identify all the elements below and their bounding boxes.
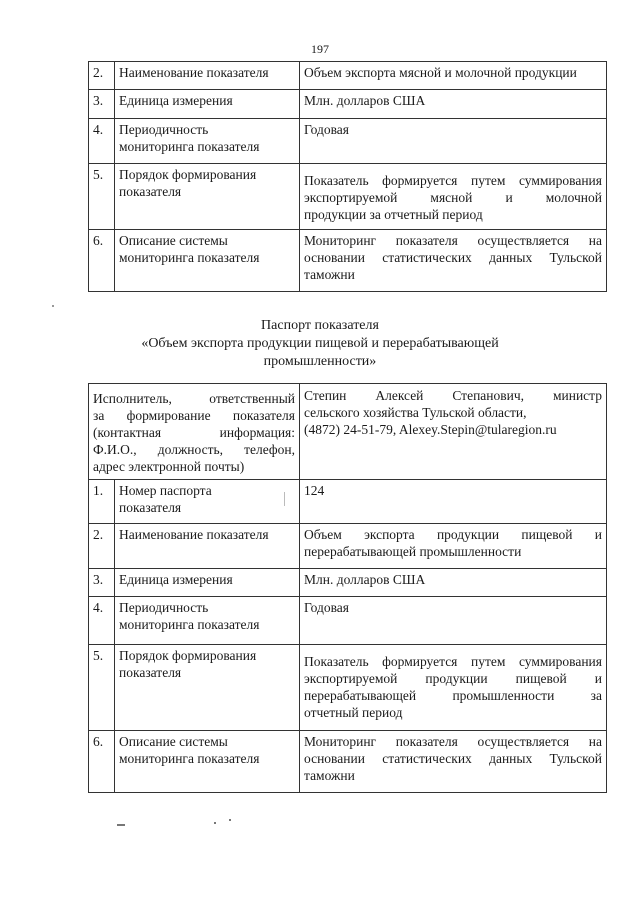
value-line: сельского хозяйства Тульской области,	[304, 405, 527, 420]
page-number: 197	[311, 42, 329, 56]
row-label: Единица измерения	[115, 569, 300, 597]
indicator-table-1	[88, 61, 607, 292]
row-number: 3.	[89, 569, 115, 597]
row-label	[115, 597, 300, 645]
row-value: 124	[300, 480, 607, 524]
row-label	[115, 230, 300, 292]
value-line: таможни	[304, 267, 355, 282]
label-line: Периодичность	[119, 122, 209, 137]
table-row	[89, 731, 607, 793]
heading-line: «Объем экспорта продукции пищевой и перерабатывающей	[141, 336, 499, 351]
heading-line: Паспорт показателя	[261, 318, 379, 333]
row-number: 1.	[89, 480, 115, 524]
label-line: мониторинга показателя	[119, 139, 260, 154]
value-line: Показатель формируется путем суммирования	[304, 173, 602, 188]
value-line: Степин Алексей Степанович, министр	[304, 388, 602, 403]
table-row	[89, 230, 607, 292]
row-label	[115, 119, 300, 164]
row-number: 4.	[89, 597, 115, 645]
label-line: показателя	[119, 500, 182, 515]
label-line: показателя	[119, 184, 182, 199]
heading-line: промышленности»	[263, 354, 377, 369]
table-row	[89, 597, 607, 645]
value-line: экспортируемой продукции пищевой и	[304, 671, 602, 686]
label-line: Порядок формирования	[119, 167, 257, 182]
value-line: перерабатывающей промышленности за	[304, 688, 602, 703]
value-line: экспортируемой мясной и молочной	[304, 190, 602, 205]
table-row	[89, 645, 607, 731]
row-number: 5.	[89, 645, 115, 731]
executor-value	[300, 384, 607, 480]
value-line: (4872) 24-51-79, Alexey.Stepin@tularegion.ru	[304, 422, 557, 437]
table-row	[89, 119, 607, 164]
label-line: Описание системы	[119, 734, 228, 749]
row-number: 4.	[89, 119, 115, 164]
row-number: 5.	[89, 164, 115, 230]
row-label	[115, 645, 300, 731]
row-number: 2.	[89, 62, 115, 90]
row-label: Наименование показателя	[115, 62, 300, 90]
label-line: Периодичность	[119, 600, 209, 615]
table-row	[89, 90, 607, 119]
row-label	[115, 164, 300, 230]
row-value	[300, 164, 607, 230]
table-row	[89, 164, 607, 230]
label-line: адрес электронной почты)	[93, 459, 245, 474]
row-number: 6.	[89, 230, 115, 292]
value-line: Мониторинг показателя осуществляется на	[304, 233, 602, 248]
row-value: Млн. долларов США	[300, 90, 607, 119]
label-line: мониторинга показателя	[119, 617, 260, 632]
value-line: перерабатывающей промышленности	[304, 544, 522, 559]
label-line: мониторинга показателя	[119, 250, 260, 265]
table-row	[89, 569, 607, 597]
label-line: Порядок формирования	[119, 648, 257, 663]
row-label	[115, 480, 300, 524]
label-line: (контактная информация:	[93, 425, 295, 440]
value-line: отчетный период	[304, 705, 403, 720]
row-number: 6.	[89, 731, 115, 793]
row-value	[300, 645, 607, 731]
label-line: показателя	[119, 665, 182, 680]
table-row	[89, 480, 607, 524]
value-line: Показатель формируется путем суммирования	[304, 654, 602, 669]
row-value	[300, 731, 607, 793]
label-line: мониторинга показателя	[119, 751, 260, 766]
executor-label	[89, 384, 300, 480]
value-line: основании статистических данных Тульской	[304, 751, 602, 766]
executor-row	[89, 384, 607, 480]
value-line: Объем экспорта продукции пищевой и	[304, 527, 602, 542]
row-label: Наименование показателя	[115, 524, 300, 569]
scan-speck	[284, 492, 285, 506]
label-line: Исполнитель, ответственный	[93, 391, 295, 406]
row-value	[300, 230, 607, 292]
label-line: Описание системы	[119, 233, 228, 248]
value-line: таможни	[304, 768, 355, 783]
row-value: Годовая	[300, 597, 607, 645]
row-label: Единица измерения	[115, 90, 300, 119]
row-value: Млн. долларов США	[300, 569, 607, 597]
table-row	[89, 524, 607, 569]
row-value: Годовая	[300, 119, 607, 164]
label-line: Ф.И.О., должность, телефон,	[93, 442, 295, 457]
scan-speck	[117, 824, 125, 826]
passport-heading	[0, 317, 640, 371]
value-line: продукции за отчетный период	[304, 207, 483, 222]
scan-speck	[214, 822, 216, 824]
row-number: 3.	[89, 90, 115, 119]
scan-speck	[52, 305, 54, 307]
value-line: Мониторинг показателя осуществляется на	[304, 734, 602, 749]
table-row	[89, 62, 607, 90]
row-label	[115, 731, 300, 793]
value-line: основании статистических данных Тульской	[304, 250, 602, 265]
indicator-table-2	[88, 383, 607, 793]
label-line: Номер паспорта	[119, 483, 212, 498]
label-line: за формирование показателя	[93, 408, 295, 423]
row-value	[300, 524, 607, 569]
scan-speck	[229, 819, 231, 821]
row-number: 2.	[89, 524, 115, 569]
row-value: Объем экспорта мясной и молочной продукции	[300, 62, 607, 90]
